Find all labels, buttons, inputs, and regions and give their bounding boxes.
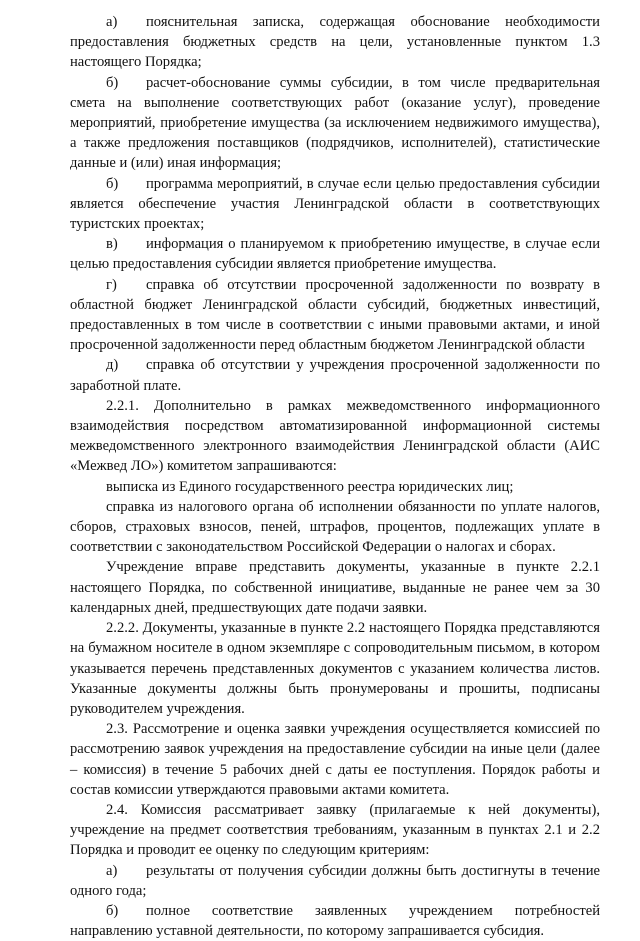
item-label: б) <box>106 74 119 91</box>
item-label: г) <box>106 276 117 293</box>
document-page <box>70 12 600 941</box>
paragraph-text: 2.4. Комиссия рассматривает заявку (прилагаемые к ней документы), учреждение на предмет соответствия требованиям, указанным в пунктах 2.1 и 2.2 Порядка и проводит ее оценку по следующим критериям: <box>70 801 600 859</box>
paragraph-criterion-b <box>70 901 600 941</box>
item-label: а) <box>106 862 118 879</box>
paragraph-egrul-extract <box>70 477 600 497</box>
paragraph-v-property-info <box>70 234 600 274</box>
paragraph-text: расчет-обоснование суммы субсидии, в том числе предварительная смета на выполнение соответствующих работ (оказание услуг), проведение мероприятий, приобретение имущества (за исключением недвижимого имущества), а также предложения поставщиков (подрядчиков, исполнителей), статистические данные и (или) иная информация; <box>70 74 600 172</box>
paragraph-b-cost-estimate <box>70 73 600 174</box>
paragraph-text: результаты от получения субсидии должны быть достигнуты в течение одного года; <box>70 862 600 899</box>
item-label: а) <box>106 14 118 30</box>
paragraph-criterion-a <box>70 861 600 901</box>
paragraph-2-2-2 <box>70 618 600 719</box>
item-label: д) <box>106 357 119 374</box>
paragraph-text: 2.2.2. Документы, указанные в пункте 2.2 настоящего Порядка представляются на бумажном носителе в одном экземпляре с сопроводительным письмом, в котором указывается перечень представленных документов с указанием количества листов. Указанные документы должны быть пронумерованы и прошиты, подписаны руководителем учреждения. <box>70 620 600 717</box>
paragraph-b-event-program <box>70 174 600 235</box>
paragraph-text: справка об отсутствии у учреждения просроченной задолженности по заработной плате. <box>70 357 600 394</box>
paragraph-d-salary-debt <box>70 355 600 395</box>
paragraph-text: программа мероприятий, в случае если целью предоставления субсидии является обеспечение участия Ленинградской области в соответствующих туристских проектах; <box>70 175 600 233</box>
paragraph-text: полное соответствие заявленных учреждением потребностей направлению уставной деятельности, по которому запрашивается субсидия. <box>70 902 600 940</box>
paragraph-text: информация о планируемом к приобретению имуществе, в случае если целью предоставления субсидии является приобретение имущества. <box>70 236 600 273</box>
paragraph-a-explanatory-note <box>70 12 600 73</box>
paragraph-text: пояснительная записка, содержащая обоснование необходимости предоставления бюджетных средств на цели, установленные пунктом 1.3 настоящего Порядка; <box>70 14 600 71</box>
item-label: в) <box>106 236 118 253</box>
paragraph-g-debt-certificate <box>70 275 600 356</box>
paragraph-text: справка об отсутствии просроченной задолженности по возврату в областной бюджет Ленинградской области субсидий, бюджетных инвестиций, предоставленных в том числе в соответствии с иными правовыми актами, и иной просроченной задолженности перед областным бюджетом Ленинградской области <box>70 276 600 354</box>
paragraph-text: 2.2.1. Дополнительно в рамках межведомственного информационного взаимодействия посредством автоматизированной информационной системы межведомственного электронного взаимодействия Ленинградской области (АИС «Межвед ЛО») комитетом запрашиваются: <box>70 397 600 475</box>
paragraph-text: выписка из Единого государственного реестра юридических лиц; <box>106 478 514 495</box>
paragraph-text: 2.3. Рассмотрение и оценка заявки учреждения осуществляется комиссией по рассмотрению заявок учреждения на предоставление субсидии на иные цели (далее – комиссия) в течение 5 рабочих дней с даты ее поступления. Порядок работы и состав комиссии утверждаются правовыми актами комитета. <box>70 721 600 798</box>
paragraph-2-2-1 <box>70 396 600 477</box>
item-label: б) <box>106 175 119 192</box>
paragraph-2-3 <box>70 719 600 800</box>
paragraph-2-4 <box>70 800 600 861</box>
paragraph-text: справка из налогового органа об исполнении обязанности по уплате налогов, сборов, страховых взносов, пеней, штрафов, процентов, подлежащих уплате в соответствии с законодательством Российской Федерации о налогах и сборах. <box>70 498 600 556</box>
paragraph-tax-certificate <box>70 497 600 558</box>
paragraph-text: Учреждение вправе представить документы, указанные в пункте 2.2.1 настоящего Порядка, по собственной инициативе, выданные не ранее чем за 30 календарных дней, предшествующих дате подачи заявки. <box>70 559 600 616</box>
paragraph-own-initiative <box>70 557 600 618</box>
item-label: б) <box>106 902 119 919</box>
